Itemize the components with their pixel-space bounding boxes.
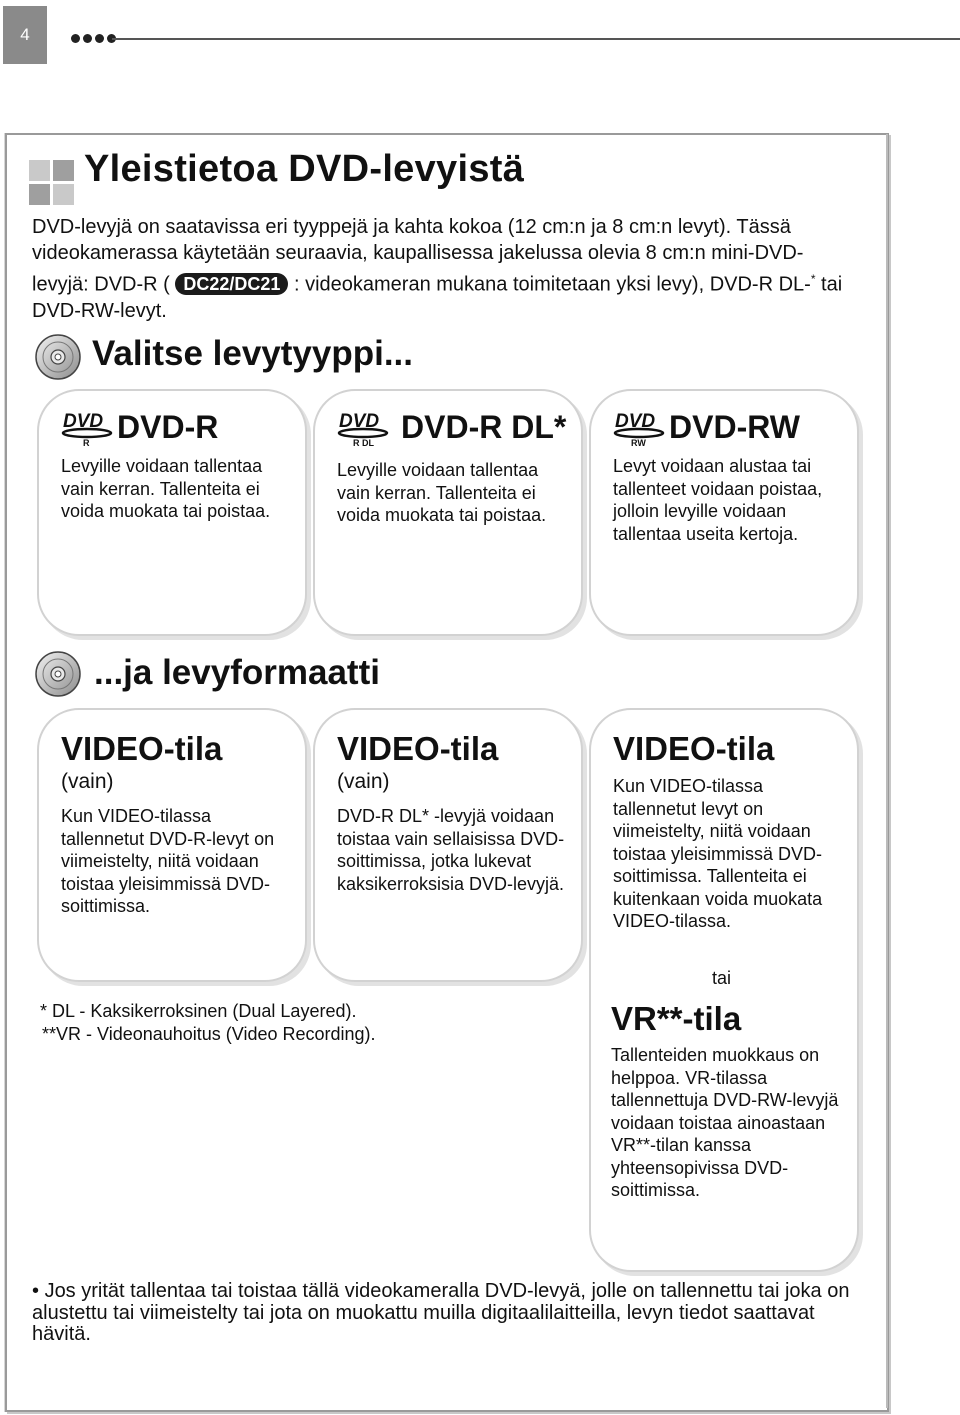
card-text: DVD-R DL* -levyjä voidaan toistaa vain sellaisissa DVD-soittimissa, jotka lukevat kaksikerroksisia DVD-levyjä. <box>337 806 565 894</box>
card-title-text: DVD-R <box>117 408 219 445</box>
card-title: VIDEO-tila <box>613 730 775 767</box>
svg-text:DVD: DVD <box>339 411 380 432</box>
disc-icon <box>34 333 82 381</box>
bullet-text: Jos yrität tallentaa tai toistaa tällä videokameralla DVD-levyä, jolle on tallennettu tai joka on alustettu tai viimeistelty tai jota on muokattu muilla digitaalilaitteilla, levyn tiedot saattavat hävitä. <box>32 1280 850 1345</box>
dvd-logo-sub: RW <box>631 438 646 448</box>
card-dvd-rw <box>589 389 859 636</box>
vr-mode-title: VR**-tila <box>611 1000 742 1037</box>
disc-icon <box>34 650 82 698</box>
warning-bullet <box>32 1281 872 1346</box>
intro-text-1: DVD-levyjä on saatavissa eri tyyppejä ja kahta kokoa (12 cm:n ja 8 cm:n levyt). Tässä videokamerassa käytetään seuraavia, kaupallisessa jakelussa olevia 8 cm:n mini-DVD-levyjä: DVD-R ( <box>32 216 804 296</box>
intro-text-3: tai DVD-RW-levyt. <box>32 273 843 322</box>
intro-text-2: : videokameran mukana toimitetaan yksi levy), DVD-R DL- <box>293 273 811 296</box>
bullet-icon: • <box>32 1280 45 1302</box>
card-subtitle: (vain) <box>337 770 390 793</box>
vr-mode-text: Tallenteiden muokkaus on helppoa. VR-tilassa tallennettuja DVD-RW-levyjä voidaan toistaa ainoastaan VR**-tilan kanssa yhteensopivissa DVD-soittimissa. <box>611 1045 839 1200</box>
card-text: Levyt voidaan alustaa tai tallenteet voidaan poistaa, jolloin levyille voidaan tallentaa useita kertoja. <box>613 456 823 544</box>
intro-sup: * <box>810 272 816 286</box>
card-dvd-r-dl <box>313 389 583 636</box>
card-text: Levyille voidaan tallentaa vain kerran. Tallenteita ei voida muokata tai poistaa. <box>337 460 547 525</box>
page-number: 4 <box>3 6 47 64</box>
svg-text:DVD: DVD <box>63 411 104 432</box>
footnote-vr: **VR - Videonauhoitus (Video Recording). <box>42 1023 376 1044</box>
intro-paragraph <box>32 214 852 324</box>
dvd-logo-sub: R DL <box>353 438 374 448</box>
header-rule <box>112 38 960 40</box>
or-separator: tai <box>712 968 732 988</box>
page-title: Yleistietoa DVD-levyistä <box>84 148 525 190</box>
card-title: VIDEO-tila <box>61 730 223 767</box>
footnotes <box>42 1000 376 1045</box>
card-text: Kun VIDEO-tilassa tallennetut levyt on viimeistelty, niitä voidaan toistaa yleisimmissä DVD-soittimissa. Tallenteita ei kuitenkaan voida muokata VIDEO-tilassa. <box>613 776 823 931</box>
section-heading-disc-type: Valitse levytyyppi... <box>92 334 413 373</box>
card-title: VIDEO-tila <box>337 730 499 767</box>
card-text: Kun VIDEO-tilassa tallennetut DVD-R-levyt on viimeistelty, niitä voidaan toistaa yleisimmissä DVD-soittimissa. <box>61 806 275 916</box>
card-subtitle: (vain) <box>61 770 114 793</box>
card-text: Levyille voidaan tallentaa vain kerran. Tallenteita ei voida muokata tai poistaa. <box>61 456 271 521</box>
card-title-text: DVD-R DL* <box>401 408 567 445</box>
frame-shadow <box>886 134 888 1408</box>
card-video-mode-dvd-r-dl <box>313 708 583 982</box>
card-dvd-r <box>37 389 307 636</box>
svg-text:DVD: DVD <box>615 411 656 432</box>
dvd-logo-sub: R <box>83 438 90 448</box>
card-video-mode-dvd-r <box>37 708 307 982</box>
model-badge: DC22/DC21 <box>175 273 288 295</box>
header-dots <box>71 34 116 43</box>
footnote-dl: * DL - Kaksikerroksinen (Dual Layered). <box>40 1001 357 1021</box>
section-heading-format: ...ja levyformaatti <box>94 653 380 692</box>
card-title-text: DVD-RW <box>669 408 800 445</box>
